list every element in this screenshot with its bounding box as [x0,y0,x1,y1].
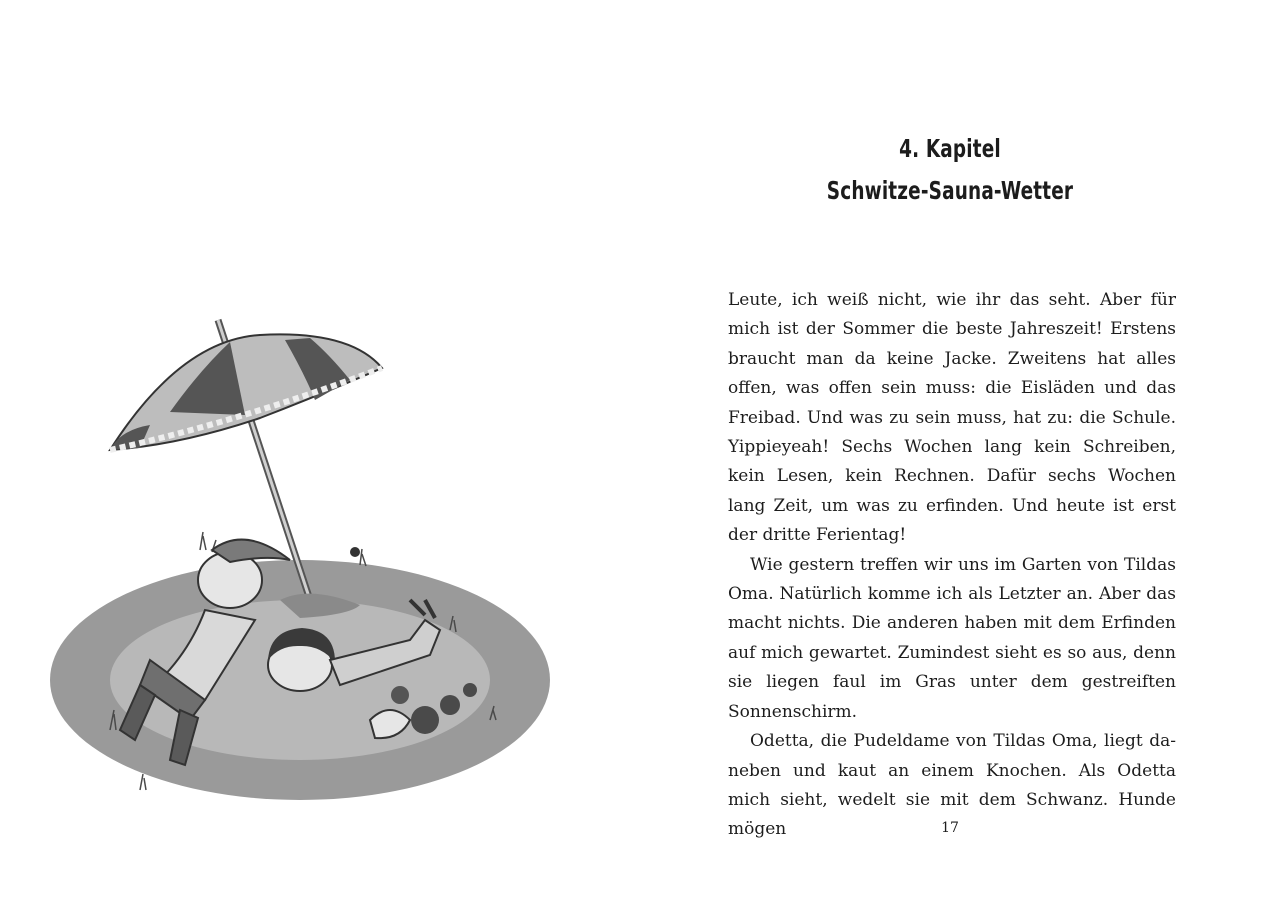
body-text [728,286,1176,845]
illustration-children-under-umbrella [30,300,590,860]
paragraph: Leute, ich weiß nicht, wie ihr das seht. Aber für mich ist der Sommer die beste Jahreszeit! Erstens braucht man da keine Jacke. Zweitens hat alles offen, was offen sein muss: die Eisläden und das Freibad. Und was zu sein muss, hat zu: die Schule. Yippieyeah! Sechs Wochen lang kein Schreiben, kein Lesen, kein Rechnen. Dafür sechs Wochen lang Zeit, um was zu erfinden. Und heute ist erst der dritte Ferientag! [728,290,1176,546]
chapter-title: Schwitze-Sauna-Wetter [826,176,1074,205]
paragraph: Odetta, die Pudeldame von Tildas Oma, liegt daneben und kaut an einem Knochen. Als Odetta mich sieht, wedelt sie mit dem Schwanz. Hunde mögen [728,731,1176,840]
chapter-number: 4. Kapitel [899,134,1001,163]
paragraph: Wie gestern treffen wir uns im Garten von Tildas Oma. Natürlich komme ich als Letzter an. Aber das macht nichts. Die anderen haben mit dem Erfinden auf mich gewartet. Zumindest sieht es so aus, denn sie liegen faul im Gras unter dem gestreiften Sonnenschirm. [728,554,1176,722]
page-number: 17 [941,820,959,836]
right-page [640,0,1280,922]
